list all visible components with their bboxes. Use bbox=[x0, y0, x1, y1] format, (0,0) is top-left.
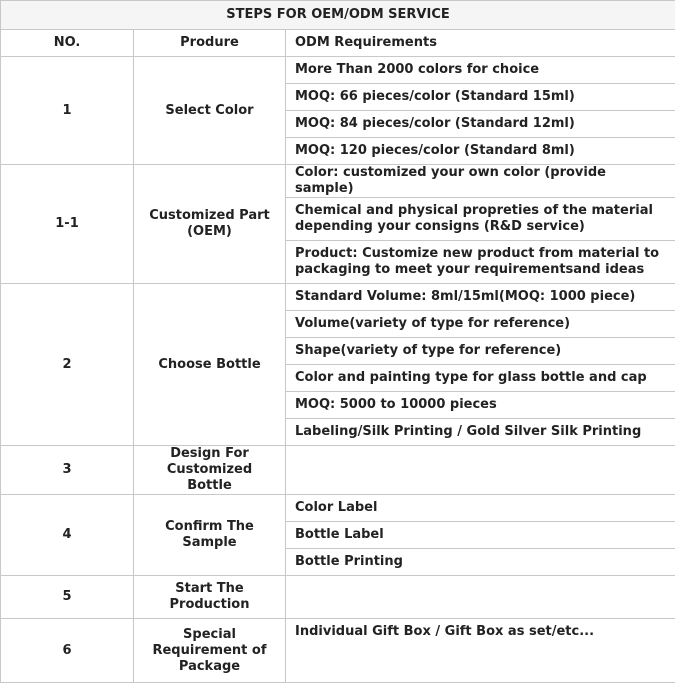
procedure-cell bbox=[134, 284, 286, 446]
requirement-cell: Labeling/Silk Printing / Gold Silver Silk Printing bbox=[286, 419, 675, 446]
table-row bbox=[1, 576, 675, 619]
procedure-line: (OEM) bbox=[143, 224, 276, 240]
requirement-cell bbox=[286, 576, 675, 619]
requirement-cell: Color and painting type for glass bottle and cap bbox=[286, 365, 675, 392]
procedure-cell bbox=[134, 495, 286, 576]
procedure-line: Start The bbox=[143, 581, 276, 597]
step-number: 1-1 bbox=[1, 165, 134, 284]
step-number: 2 bbox=[1, 284, 134, 446]
header-row bbox=[1, 30, 675, 57]
table-body bbox=[1, 57, 675, 683]
requirement-cell: Color Label bbox=[286, 495, 675, 522]
procedure-cell bbox=[134, 165, 286, 284]
requirement-cell: Chemical and physical propreties of the material depending your consigns (R&D service) bbox=[286, 198, 675, 241]
step-number: 5 bbox=[1, 576, 134, 619]
table-row bbox=[1, 165, 675, 198]
table-title: STEPS FOR OEM/ODM SERVICE bbox=[1, 1, 675, 30]
requirement-cell: MOQ: 66 pieces/color (Standard 15ml) bbox=[286, 84, 675, 111]
requirement-cell: MOQ: 120 pieces/color (Standard 8ml) bbox=[286, 138, 675, 165]
procedure-line: Customized Bottle bbox=[143, 462, 276, 494]
procedure-cell bbox=[134, 619, 286, 683]
step-number: 6 bbox=[1, 619, 134, 683]
table-row bbox=[1, 495, 675, 522]
procedure-line: Choose Bottle bbox=[143, 357, 276, 373]
table-row bbox=[1, 284, 675, 311]
requirement-cell: Volume(variety of type for reference) bbox=[286, 311, 675, 338]
requirement-cell: Shape(variety of type for reference) bbox=[286, 338, 675, 365]
requirement-cell: More Than 2000 colors for choice bbox=[286, 57, 675, 84]
procedure-cell bbox=[134, 576, 286, 619]
procedure-cell bbox=[134, 446, 286, 495]
procedure-line: Sample bbox=[143, 535, 276, 551]
requirement-cell bbox=[286, 446, 675, 495]
procedure-line: Customized Part bbox=[143, 208, 276, 224]
procedure-line: Requirement of bbox=[143, 643, 276, 659]
requirement-cell: Product: Customize new product from material to packaging to meet your requirementsand ideas bbox=[286, 241, 675, 284]
header-no: NO. bbox=[1, 30, 134, 57]
requirement-cell: Individual Gift Box / Gift Box as set/etc... bbox=[286, 619, 675, 683]
requirement-cell: Bottle Printing bbox=[286, 549, 675, 576]
step-number: 3 bbox=[1, 446, 134, 495]
procedure-line: Design For bbox=[143, 446, 276, 462]
table-row bbox=[1, 446, 675, 495]
requirement-cell: Bottle Label bbox=[286, 522, 675, 549]
procedure-line: Production bbox=[143, 597, 276, 613]
procedure-line: Select Color bbox=[143, 103, 276, 119]
header-procedure: Produre bbox=[134, 30, 286, 57]
procedure-line: Package bbox=[143, 659, 276, 675]
table-row bbox=[1, 619, 675, 683]
table-row bbox=[1, 57, 675, 84]
requirement-cell: Color: customized your own color (provide sample) bbox=[286, 165, 675, 198]
requirement-cell: Standard Volume: 8ml/15ml(MOQ: 1000 piece) bbox=[286, 284, 675, 311]
step-number: 4 bbox=[1, 495, 134, 576]
procedure-line: Special bbox=[143, 627, 276, 643]
procedure-cell bbox=[134, 57, 286, 165]
requirement-cell: MOQ: 84 pieces/color (Standard 12ml) bbox=[286, 111, 675, 138]
title-row bbox=[1, 1, 675, 30]
header-requirements: ODM Requirements bbox=[286, 30, 675, 57]
requirement-cell: MOQ: 5000 to 10000 pieces bbox=[286, 392, 675, 419]
step-number: 1 bbox=[1, 57, 134, 165]
procedure-line: Confirm The bbox=[143, 519, 276, 535]
